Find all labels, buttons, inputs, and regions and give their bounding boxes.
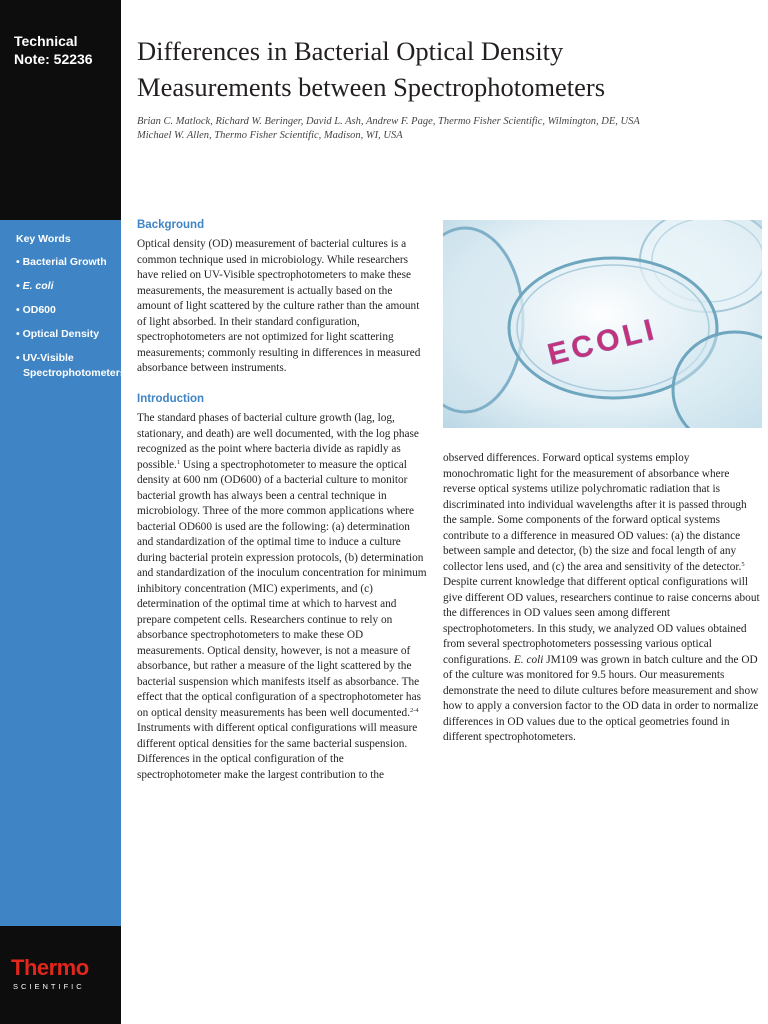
petri-dish-photo (443, 220, 762, 428)
keyword-item: • UV-Visible Spectrophotometers (16, 352, 126, 379)
technical-note-number: Note: 52236 (14, 51, 93, 67)
introduction-heading: Introduction (137, 393, 205, 405)
author-list (137, 115, 757, 143)
keywords-list (16, 233, 126, 390)
title-line2: Measurements between Spectrophotometers (137, 72, 606, 102)
citation-ref: 1 (176, 458, 181, 466)
intro-text-part3: Instruments with different optical configurations will measure different optical densities for the same bacterial suspension. Differences in the optical configuration of the spectrophotometer make the largest contribution to the (137, 722, 418, 781)
keyword-item: • Optical Density (16, 328, 100, 340)
species-name: E. coli (513, 653, 544, 666)
background-text: Optical density (OD) measurement of bacterial cultures is a common technique used in microbiology. While researchers have relied on UV-Visible spectrophotometers to make these measurements, the measurement is actually based on the amount of light scattered by the culture rather than the amount of light absorbed. In their standard configuration, spectrophotometers are not optimized for light scattering measurements; commonly resulting in differences in measured absorbance between instruments. (137, 238, 421, 374)
page-title (137, 33, 757, 105)
logo-brand: Thermo (11, 955, 89, 980)
authors-line2: Michael W. Allen, Thermo Fisher Scientific, Madison, WI, USA (137, 130, 403, 141)
keyword-item: • E. coli (16, 280, 54, 292)
intro-text-part6: JM109 was grown in batch culture and the OD of the culture was monitored for 9.5 hours. Our measurements demonstrate the need to dilute cultures before measurement and show how to apply a conversion factor to the OD data in order to normalize differences in OD values due to the optical geometries found in different spectrophotometers. (443, 653, 759, 743)
technical-note-line1: Technical (14, 33, 78, 49)
authors-line1: Brian C. Matlock, Richard W. Beringer, David L. Ash, Andrew F. Page, Thermo Fisher Scientific, Wilmington, DE, USA (137, 116, 640, 127)
intro-text-part1: The standard phases of bacterial culture growth (lag, log, stationary, and death) are well documented, with the log phase recognized as the point where bacteria divide as rapidly as possible. (137, 412, 419, 471)
citation-ref: 5 (741, 560, 745, 568)
thermo-scientific-logo (11, 956, 89, 991)
background-paragraph (137, 237, 427, 377)
intro-text-part5: Despite current knowledge that different optical configurations will give different OD values, researchers continue to raise concerns about the differences in OD values seen among different spectrophotometers. In this study, we analyzed OD values obtained from several spectrophotometers possessing various optical configurations. (443, 576, 760, 666)
introduction-paragraph-left (137, 411, 427, 783)
title-line1: Differences in Bacterial Optical Density (137, 36, 564, 66)
keyword-item: • Bacterial Growth (16, 256, 107, 268)
dish-label: ECOLI (544, 312, 661, 372)
introduction-paragraph-right (443, 451, 761, 746)
citation-ref: 2-4 (409, 706, 419, 714)
technical-note-label (14, 32, 93, 68)
keyword-item: • OD600 (16, 304, 56, 316)
keywords-title: Key Words (16, 233, 71, 245)
logo-subtitle: SCIENTIFIC (13, 982, 85, 991)
intro-text-part2: Using a spectrophotometer to measure the optical density at 600 nm (OD600) of a bacterial culture to monitor bacterial growth has always been a central technique in microbiology. Three of the more common applications where bacterial OD600 is used are the following: (a) determination and standardization of the optimal time to induce a culture during bacterial protein expression protocols, (b) determination and standardization of the inoculum concentration for minimum inhibitory concentration (MIC) experiments, and (c) determination of the optimal time at which to harvest and prepare competent cells. Researchers continue to rely on absorbance spectrophotometers to make these OD measurements. Optical density, however, is not a measure of absorbance, but rather a measure of the light scattered by the bacterial suspension which manifests itself as absorbance. The effect that the optical configuration of a spectrophotometer has on optical density measurements has been well documented. (137, 458, 427, 719)
background-heading: Background (137, 219, 205, 231)
intro-text-part4: observed differences. Forward optical systems employ monochromatic light for the measurement of absorbance where reverse optical systems utilize polychromatic radiation that is discriminated into individual wavelengths after it is passed through the sample. Some components of the forward optical systems contribute to a difference in measured OD values: (a) the distance between sample and detector, (b) the size and focal length of any collector lens used, and (c) the area and sensitivity of the detector. (443, 452, 747, 573)
